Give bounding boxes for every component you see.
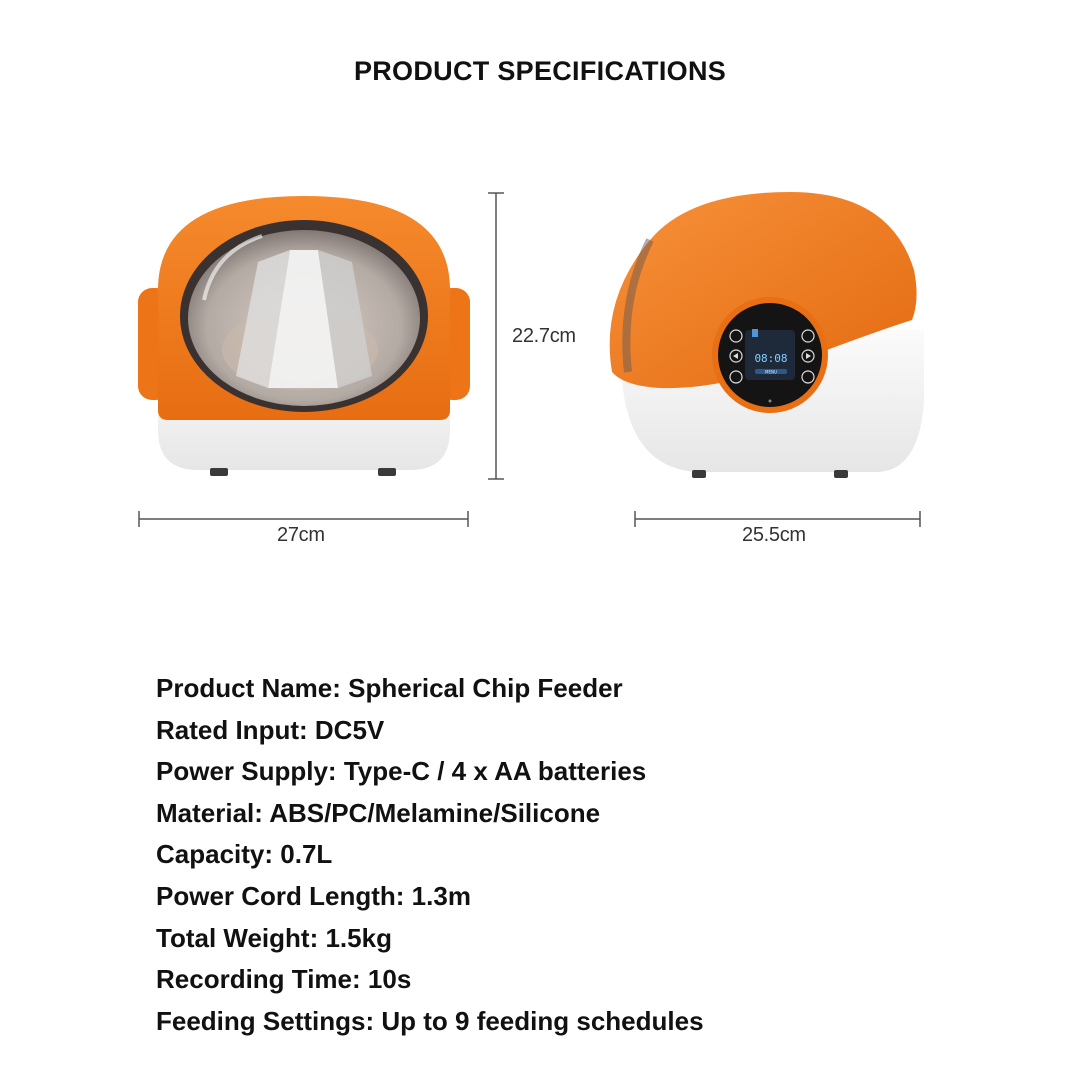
spec-capacity: Capacity: 0.7L — [156, 839, 333, 870]
spec-product-name: Product Name: Spherical Chip Feeder — [156, 673, 623, 703]
display-time: 08:08 — [754, 352, 788, 365]
spec-power-supply: Power Supply: Type-C / 4 x AA batteries — [156, 756, 647, 787]
front-right-foot — [378, 468, 396, 476]
spec-list — [156, 668, 956, 1042]
display-menu: MENU — [765, 369, 777, 375]
height-label: 22.7cm — [512, 325, 576, 347]
side-depth-label: 25.5cm — [742, 524, 806, 546]
front-left-foot — [210, 468, 228, 476]
spec-recording-time: Recording Time: 10s — [156, 964, 412, 995]
microphone-icon — [769, 400, 772, 403]
side-left-foot — [692, 470, 706, 478]
page-title: PRODUCT SPECIFICATIONS — [353, 56, 727, 86]
spec-power-cord-length: Power Cord Length: 1.3m — [156, 880, 471, 911]
battery-icon — [752, 329, 758, 337]
front-width-label: 27cm — [277, 524, 325, 546]
side-right-foot — [834, 470, 848, 478]
front-view-feeder — [138, 196, 470, 476]
spec-feeding-settings: Feeding Settings: Up to 9 feeding schedules — [156, 1005, 704, 1036]
height-dimension-line — [488, 193, 504, 479]
spec-total-weight: Total Weight: 1.5kg — [156, 922, 392, 953]
spec-material: Material: ABS/PC/Melamine/Silicone — [156, 797, 601, 828]
side-view-feeder — [610, 192, 924, 478]
spec-rated-input: Rated Input: DC5V — [156, 714, 385, 745]
